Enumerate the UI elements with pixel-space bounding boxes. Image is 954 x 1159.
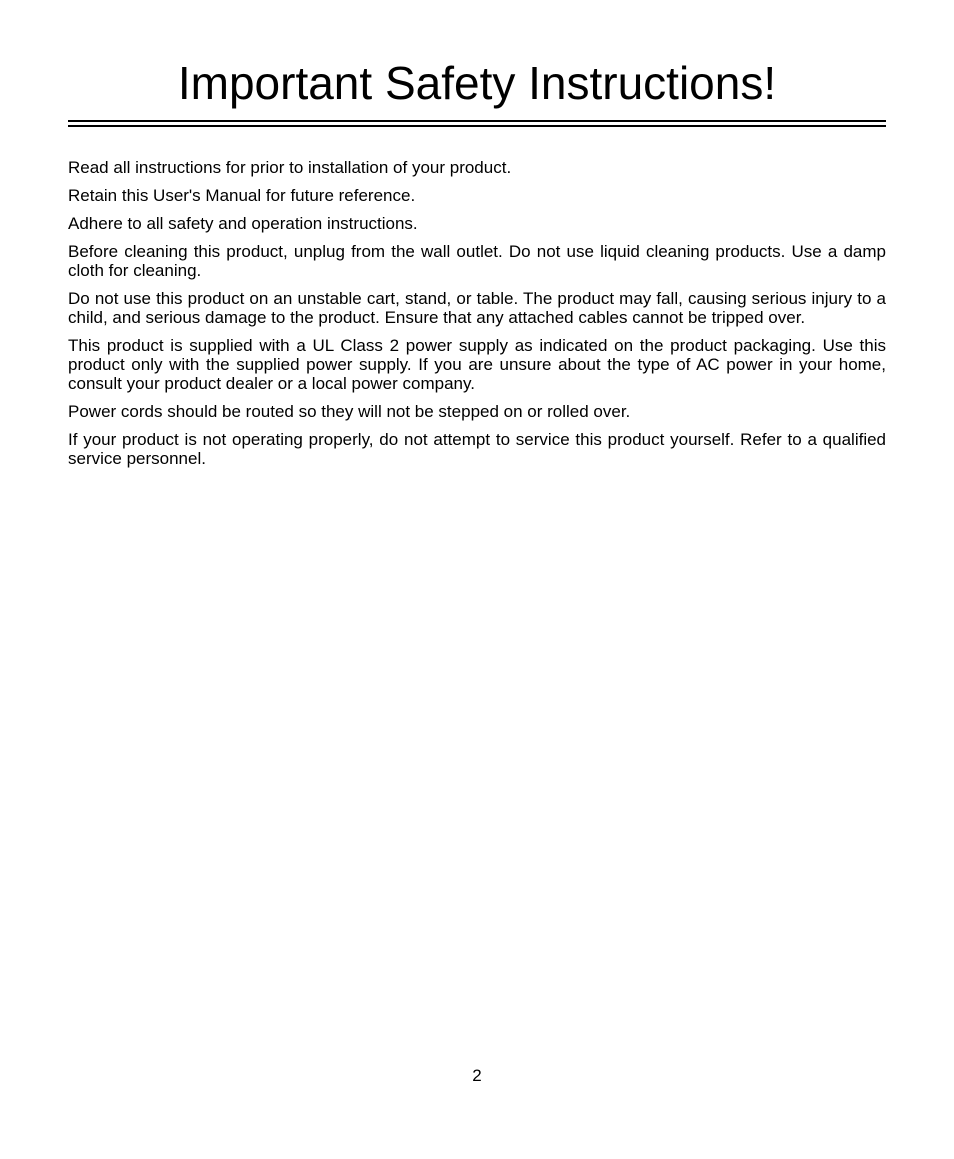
page-number: 2 [472, 1066, 482, 1085]
page-title: Important Safety Instructions! [177, 57, 777, 109]
title-divider-top [68, 120, 886, 122]
instruction-paragraph: Power cords should be routed so they will not be stepped on or rolled over. [68, 402, 631, 421]
instruction-paragraph: If your product is not operating properly, do not attempt to service this product yourself. Refer to a qualified service personnel. [68, 430, 886, 468]
instructions-body [68, 158, 886, 477]
title-divider-bottom [68, 125, 886, 127]
instruction-paragraph: This product is supplied with a UL Class 2 power supply as indicated on the product packaging. Use this product only with the supplied power supply. If you are unsure about the type of AC power in your home, consult your product dealer or a local power company. [68, 336, 886, 393]
instruction-paragraph: Before cleaning this product, unplug from the wall outlet. Do not use liquid cleaning products. Use a damp cloth for cleaning. [68, 242, 886, 280]
instruction-paragraph: Retain this User's Manual for future reference. [68, 186, 416, 205]
instruction-paragraph: Read all instructions for prior to installation of your product. [68, 158, 512, 177]
instruction-paragraph: Do not use this product on an unstable cart, stand, or table. The product may fall, causing serious injury to a child, and serious damage to the product. Ensure that any attached cables cannot be tripped over. [68, 289, 886, 327]
instruction-paragraph: Adhere to all safety and operation instructions. [68, 214, 418, 233]
